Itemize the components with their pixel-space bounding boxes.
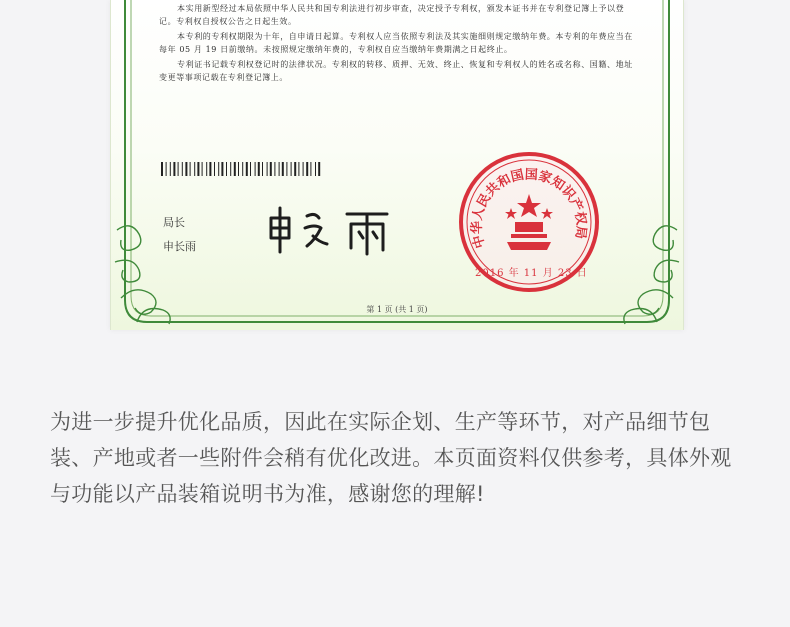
patent-certificate (110, 0, 684, 330)
issue-date: 2016 年 11 月 23 日 (475, 268, 588, 279)
director-name: 申长雨 (163, 240, 196, 253)
disclaimer-notice: 为进一步提升优化品质，因此在实际企划、生产等环节，对产品细节包装、产地或者一些附件会稍有优化改进。本页面资料仅供参考，具体外观与功能以产品装箱说明书为准，感谢您的理解! (50, 410, 732, 506)
svg-text:中华人民共和国国家知识产权局: 中华人民共和国国家知识产权局 (469, 167, 589, 250)
certificate-paragraph-3: 专利证书记载专利权登记时的法律状况。专利权的转移、质押、无效、终止、恢复和专利权人的姓名或名称、国籍、地址变更等事项记载在专利登记簿上。 (159, 60, 633, 82)
barcode (161, 162, 323, 176)
director-title: 局长 (163, 216, 185, 229)
handwritten-signature (263, 202, 403, 258)
certificate-paragraph-2: 本专利的专利权期限为十年，自申请日起算。专利权人应当依照专利法及其实施细则规定缴纳年费。本专利的年费应当在每年 05 月 19 日前缴纳。未按照规定缴纳年费的，专利权自应当缴纳年费期满之日起终止。 (159, 32, 633, 54)
certificate-paragraph-1: 本实用新型经过本局依照中华人民共和国专利法进行初步审查，决定授予专利权，颁发本证书并在专利登记簿上予以登记。专利权自授权公告之日起生效。 (159, 4, 625, 26)
page-number: 第 1 页 (共 1 页) (366, 305, 428, 314)
certificate-body (159, 2, 639, 86)
